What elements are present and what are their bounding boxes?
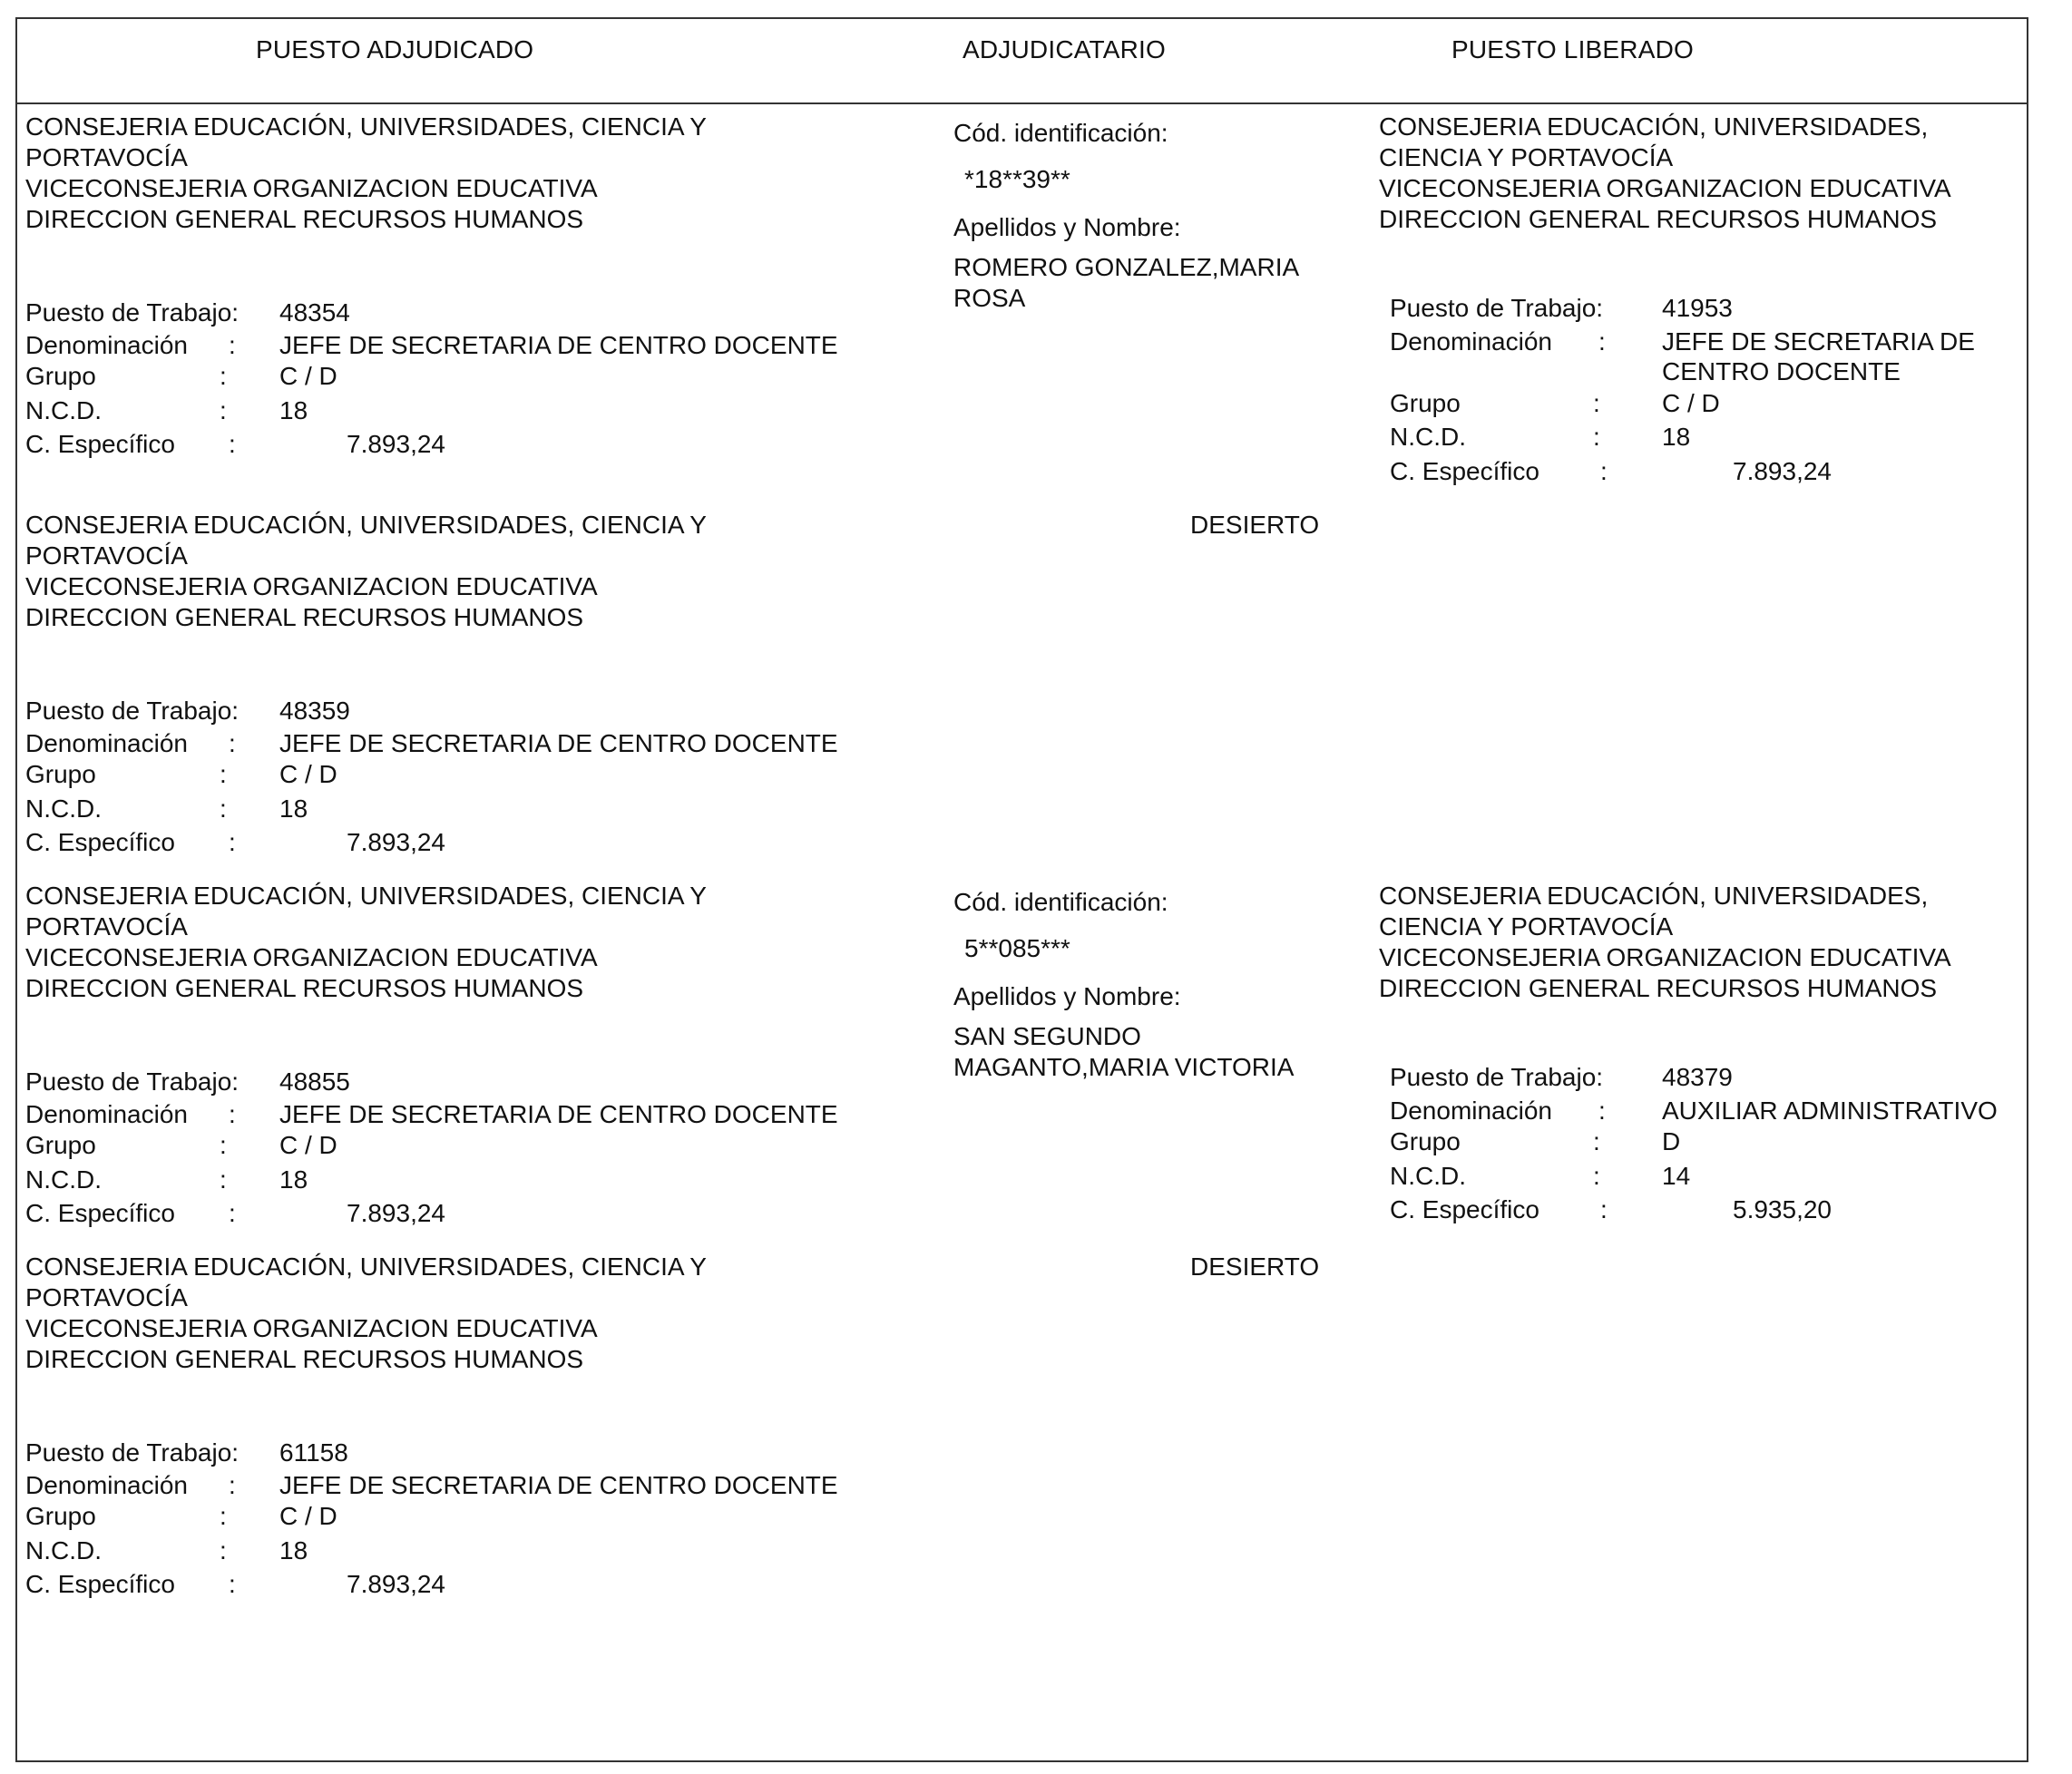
grupo-value: C / D [279,1502,337,1530]
ncd-value: 18 [279,794,308,823]
colon: : [229,1199,236,1227]
org-line: CONSEJERIA EDUCACIÓN, UNIVERSIDADES, CIENCIA Y [25,112,707,141]
desierto-status: DESIERTO [1190,511,1320,539]
especifico-label: C. Específico [1390,1195,1539,1223]
denominacion-value: AUXILIAR ADMINISTRATIVO [1662,1097,1998,1125]
header-divider [15,102,2028,104]
colon: : [1593,1127,1600,1155]
adjudicado-organization [25,881,707,1004]
puesto-value: 48359 [279,697,350,725]
desierto-status: DESIERTO [1190,1253,1320,1281]
org-line: DIRECCION GENERAL RECURSOS HUMANOS [1379,205,1938,233]
header-adjudicatario: ADJUDICATARIO [963,35,1167,63]
ncd-label: N.C.D. [1390,423,1466,451]
colon: : [220,1502,227,1530]
cod-identificacion-label: Cód. identificación: [953,888,1168,916]
especifico-label: C. Específico [25,828,175,856]
adjudicado-organization [25,112,707,235]
grupo-label: Grupo [25,760,96,788]
denominacion-value-cont: CENTRO DOCENTE [1662,357,1901,385]
org-line: CIENCIA Y PORTAVOCÍA [1379,912,1674,941]
grupo-label: Grupo [25,1502,96,1530]
org-line: CONSEJERIA EDUCACIÓN, UNIVERSIDADES, CIENCIA Y [25,511,707,539]
denominacion-label: Denominación [1390,1097,1552,1125]
cod-identificacion-value: 5**085*** [964,934,1070,962]
org-line: CONSEJERIA EDUCACIÓN, UNIVERSIDADES, [1379,882,1929,910]
ncd-label: N.C.D. [1390,1162,1466,1190]
denominacion-label: Denominación [25,331,188,359]
colon: : [220,362,227,390]
grupo-label: Grupo [25,362,96,390]
ncd-value: 18 [279,396,308,424]
apellidos-label: Apellidos y Nombre: [953,982,1181,1010]
grupo-label: Grupo [1390,1127,1461,1155]
org-line: DIRECCION GENERAL RECURSOS HUMANOS [25,603,584,631]
denominacion-label: Denominación [25,1100,188,1128]
denominacion-value: JEFE DE SECRETARIA DE CENTRO DOCENTE [279,1471,838,1499]
colon: : [229,1570,236,1598]
denominacion-value: JEFE DE SECRETARIA DE CENTRO DOCENTE [279,1100,838,1128]
org-line: CONSEJERIA EDUCACIÓN, UNIVERSIDADES, [1379,112,1929,141]
ncd-label: N.C.D. [25,794,102,823]
ncd-label: N.C.D. [25,1536,102,1564]
puesto-value: 61158 [279,1438,348,1467]
colon: : [220,794,227,823]
cod-identificacion-value: *18**39** [964,165,1070,193]
org-line: DIRECCION GENERAL RECURSOS HUMANOS [25,1345,584,1373]
org-line: CONSEJERIA EDUCACIÓN, UNIVERSIDADES, CIENCIA Y [25,882,707,910]
liberado-organization [1379,881,1951,1004]
colon: : [1593,1162,1600,1190]
ncd-label: N.C.D. [25,1165,102,1194]
especifico-value: 5.935,20 [1733,1195,1832,1223]
colon: : [1593,423,1600,451]
puesto-label: Puesto de Trabajo: [1390,1063,1604,1091]
colon: : [220,396,227,424]
especifico-label: C. Específico [25,1199,175,1227]
org-line: PORTAVOCÍA [25,541,188,570]
colon: : [220,1536,227,1564]
especifico-label: C. Específico [1390,457,1539,485]
puesto-label: Puesto de Trabajo: [25,697,239,725]
colon: : [1600,1195,1608,1223]
colon: : [1598,327,1606,356]
org-line: DIRECCION GENERAL RECURSOS HUMANOS [25,205,584,233]
colon: : [1600,457,1608,485]
denominacion-label: Denominación [25,1471,188,1499]
puesto-label: Puesto de Trabajo: [1390,294,1604,322]
especifico-label: C. Específico [25,1570,175,1598]
apellidos-label: Apellidos y Nombre: [953,213,1181,241]
header-puesto-adjudicado: PUESTO ADJUDICADO [256,35,534,63]
especifico-value: 7.893,24 [347,828,445,856]
denominacion-value: JEFE DE SECRETARIA DE CENTRO DOCENTE [279,729,838,757]
grupo-label: Grupo [1390,389,1461,417]
grupo-value: C / D [279,760,337,788]
org-line: VICECONSEJERIA ORGANIZACION EDUCATIVA [1379,174,1951,202]
colon: : [220,1131,227,1159]
org-line: PORTAVOCÍA [25,912,188,941]
cod-identificacion-label: Cód. identificación: [953,119,1168,147]
colon: : [229,430,236,458]
colon: : [229,331,236,359]
puesto-value: 41953 [1662,294,1733,322]
especifico-value: 7.893,24 [347,1570,445,1598]
puesto-label: Puesto de Trabajo: [25,1438,239,1467]
org-line: PORTAVOCÍA [25,143,188,171]
ncd-value: 18 [279,1536,308,1564]
liberado-organization [1379,112,1951,235]
grupo-label: Grupo [25,1131,96,1159]
grupo-value: C / D [1662,389,1720,417]
org-line: DIRECCION GENERAL RECURSOS HUMANOS [25,974,584,1002]
grupo-value: C / D [279,1131,337,1159]
puesto-label: Puesto de Trabajo: [25,298,239,327]
colon: : [220,1165,227,1194]
colon: : [229,729,236,757]
ncd-value: 18 [279,1165,308,1194]
nombre-line: ROSA [953,284,1026,312]
org-line: VICECONSEJERIA ORGANIZACION EDUCATIVA [25,1314,598,1342]
org-line: PORTAVOCÍA [25,1283,188,1311]
org-line: VICECONSEJERIA ORGANIZACION EDUCATIVA [25,943,598,971]
denominacion-value: JEFE DE SECRETARIA DE [1662,327,1975,356]
org-line: VICECONSEJERIA ORGANIZACION EDUCATIVA [1379,943,1951,971]
header-puesto-liberado: PUESTO LIBERADO [1451,35,1695,63]
nombre-line: SAN SEGUNDO [953,1022,1141,1050]
puesto-value: 48379 [1662,1063,1733,1091]
nombre-line: ROMERO GONZALEZ,MARIA [953,253,1300,281]
grupo-value: C / D [279,362,337,390]
org-line: CIENCIA Y PORTAVOCÍA [1379,143,1674,171]
especifico-value: 7.893,24 [347,1199,445,1227]
grupo-value: D [1662,1127,1681,1155]
especifico-value: 7.893,24 [1733,457,1832,485]
puesto-label: Puesto de Trabajo: [25,1067,239,1096]
nombre-line: MAGANTO,MARIA VICTORIA [953,1053,1295,1081]
puesto-value: 48354 [279,298,350,327]
colon: : [229,828,236,856]
especifico-value: 7.893,24 [347,430,445,458]
colon: : [1593,389,1600,417]
denominacion-value: JEFE DE SECRETARIA DE CENTRO DOCENTE [279,331,838,359]
ncd-value: 18 [1662,423,1691,451]
especifico-label: C. Específico [25,430,175,458]
adjudicado-organization [25,510,707,633]
ncd-label: N.C.D. [25,396,102,424]
puesto-value: 48855 [279,1067,350,1096]
ncd-value: 14 [1662,1162,1691,1190]
denominacion-label: Denominación [1390,327,1552,356]
colon: : [1598,1097,1606,1125]
colon: : [229,1471,236,1499]
org-line: CONSEJERIA EDUCACIÓN, UNIVERSIDADES, CIENCIA Y [25,1253,707,1281]
adjudicado-organization [25,1252,707,1375]
org-line: DIRECCION GENERAL RECURSOS HUMANOS [1379,974,1938,1002]
colon: : [220,760,227,788]
colon: : [229,1100,236,1128]
org-line: VICECONSEJERIA ORGANIZACION EDUCATIVA [25,572,598,600]
org-line: VICECONSEJERIA ORGANIZACION EDUCATIVA [25,174,598,202]
denominacion-label: Denominación [25,729,188,757]
